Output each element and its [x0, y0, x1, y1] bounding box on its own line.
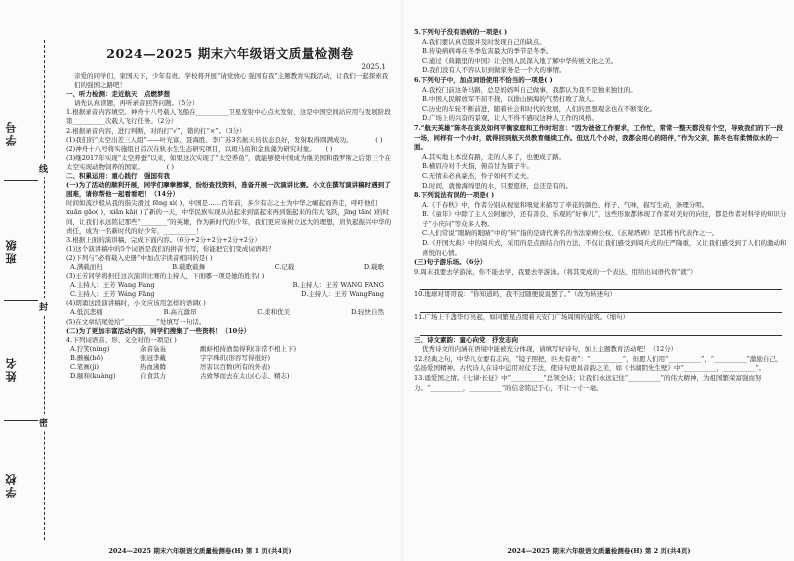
field-school-label: 学校 — [5, 472, 18, 498]
section-heading: (三)句子游乐场。（6分） — [414, 258, 487, 267]
question-text: 1.根据录音内容填空。神舟十八号载人飞船在__________卫星发射中心点火发射，这是中国空间站应用与发展阶段第__________次载人飞行任务。（2分） — [66, 108, 391, 126]
page-footer: 2024—2025 期末六年级语文质量检测卷(H) 第 2 页(共4页) — [507, 547, 691, 555]
question-text: A.其实地上本没有路，走的人多了，也便成了路。 — [422, 152, 566, 161]
question-text: C.无情未必真豪杰，怜子如何不丈夫。 — [422, 171, 533, 180]
question-text: 2.根据录音内容，进行判断，对的打“√”，错的打“×”。（3分） — [66, 126, 246, 135]
seal-char-line: 线 — [39, 160, 48, 177]
answer-line — [4, 180, 38, 181]
question-text: (1)这个演讲稿中的5个词语是我们的拼音书写，你能把它们变成词语吗？ — [66, 244, 275, 253]
word-option-cell: D.颐和(kuàng) — [70, 372, 116, 381]
word-option-cell: A.狞笑(níng) — [70, 344, 110, 353]
section-heading: (二)为了更加丰富活动内容，同学们搜集了一些资料！（10分） — [66, 326, 251, 335]
right-question-body — [414, 28, 788, 393]
option-item: B.主持人：王芳 WANG FANG — [292, 281, 384, 290]
binding-margin — [0, 0, 60, 561]
question-text: 10.地球对哥哥说：“你知道吗，我不过随便说说罢了。”（改为转述句） — [414, 290, 617, 299]
option-item: D.主持人：王芳 WangFang — [301, 290, 384, 299]
question-text: 4.下列词语音、形、义全对的一项是( ) — [66, 335, 177, 344]
word-option-cell: 鹬蚌相持渔翁得利(非常不相上下) — [200, 344, 297, 353]
question-text: B.中国人民解放军不屈不挠，以排山倒海的气势打败了敌人。 — [422, 95, 598, 104]
question-text: 时间如流沙般从我的指尖滑过 fēng xì( )，中国是……百年前，多少有志之士为中华之崛起而奔走，呼吁他们 xuān gāo( )，xiǎn kāi( )了新的一天，中华民族实现从站起来到富起来再到强起来的伟大飞跃，jīng tān( )的时间，让我们永远铭记那些“________”的英雄，作为新时代的少年，我们更应该树立远大的理想，肩负起振兴中华的责任，成为一名新时代的好少年，__________！ — [66, 199, 392, 235]
section-heading: 7.“航天英雄”陈冬在谈及如何平衡家庭和工作时坦言：“因为爸爸工作要求，工作忙，常常一整天都没有个空，导致我们的下一段一场，同样有一个小时，就得回到航天员教育继续工作。但这几个小时，我都会用心的陪伴，”作为父亲，陈冬也有柔情似水的一面。 — [414, 123, 784, 152]
question-text: 亲爱的同学们，家国天下，少年有责。学校将开展“请党放心 强国有我”主题教育实践活动，让我们一起探索我们的强国之路吧！ — [74, 72, 389, 90]
question-text: C.通过《典籍里的中国》让全国人民深入地了解中华传统文化之美。 — [422, 56, 618, 65]
question-text: 13.诵爱国之情。《七律·长征》中“__________”总领全诗；让我们永远记住“__________”的伟大精神，为祖国繁荣富强而努力。“__________，__________”的信念铭记于心，不让一寸一毫。 — [414, 374, 762, 392]
option-item: A.满载而归 — [70, 262, 103, 271]
question-text: (2)神舟十八号将实施组日首次在轨水生生态研究项目，以斑马鱼和金鱼藻为研究对象。 ( ) — [66, 144, 333, 153]
question-text: B.《童年》中除了主人公阿廖沙，还有善良、乐观的“好事儿”，这些形象都体现了作者对美好的向往，都是作者对科学的知识分子“小庆问”等众多人物。 — [422, 210, 787, 228]
option-item: C.主持人：王芳 Wáng Fāng — [70, 290, 155, 299]
section-heading: 5.下列句子没有语病的一项是( ) — [414, 28, 508, 36]
word-option-cell: 余音袅袅 — [140, 344, 166, 353]
question-text: D.时间，就像海绵里的水，只要愿挤，总还是有的。 — [422, 181, 573, 190]
page-footer: 2024—2025 期末六年级语文质量检测卷(H) 第 1 页(共4页) — [108, 547, 292, 555]
question-text: 优秀诗文的内涵在语境中能被充分体现，请填写好诗句，加上主题教育活动吧！（12分） — [422, 345, 678, 354]
question-text: B.横眉冷对千夫指，俯首甘为孺子牛。 — [422, 162, 533, 171]
option-item: B.高亢激昂 — [163, 308, 197, 317]
question-text: C.人们常说“眼睛的眼睛”中的“转”指的是唐代著名的书法家柳公权、《玄秘塔碑》是其楷书代表作之一。 — [422, 229, 719, 238]
exam-date: 2025.1 — [361, 63, 386, 71]
question-text: 12.经典之句，中华儿女要有志向，“镜子照把，匹夫有责”：“__________”，但愿人们用“__________”，“__________”激励自己，弘扬爱国精神。古代诗人在诗中运用对仗手法，使诗句更具音韵之美，如《书湖阴先生壁》中“__________，__________”。 — [414, 354, 783, 373]
question-text: C.历史的车轮不断前进，随着社会和时代的发展，人们的思想观念也在不断变化。 — [422, 104, 657, 113]
exam-title: 2024—2025 期末六年级语文质量检测卷 — [106, 46, 354, 61]
section-heading: 二、积累运用：重心践行 强国有我 — [66, 172, 170, 181]
word-option-cell: 自食其力 — [140, 372, 166, 381]
option-row — [66, 281, 394, 290]
option-item: C.柔和优美 — [257, 308, 291, 317]
section-heading: (一)为了活动的顺利开展，同学们摩拳擦掌，纷纷查找资料，准备开展一次演讲比赛。小文在撰写演讲稿时遇到了困难，请你帮他一起看看吧！（14分） — [66, 181, 391, 199]
word-option-cell: B.颤巍(bō) — [70, 353, 103, 362]
field-student-number-label: 学号 — [5, 120, 18, 146]
option-item: C.记载 — [274, 262, 295, 271]
word-option-row — [66, 363, 394, 372]
seal-char-seal: 封 — [39, 298, 48, 315]
word-option-cell: 热血沸腾 — [140, 363, 166, 371]
word-option-cell: 古致琴而去在太山(心志、精志) — [200, 372, 290, 381]
question-text: D.广场上的兴奋的景观，让人不得不感叹这种人工作的风格。 — [422, 114, 599, 123]
question-text: D.我们没有人不容认识到做家务是一个大的事情。 — [422, 66, 566, 75]
field-class-label: 班级 — [5, 238, 18, 264]
section-heading: 一、听力检测：走近航天 点燃梦想 — [66, 90, 170, 99]
question-text: B.传染病病毒在冬季危害最大的季节是冬季。 — [422, 47, 553, 56]
section-heading: 三、诗文素韵：童心向党 抒发志向 — [414, 335, 518, 344]
option-item: D.载歌 — [363, 262, 384, 271]
word-option-cell: C.笔画(jì) — [70, 363, 99, 371]
question-text: (3)王芳同学将担任这次演讲比赛的主持人，下面哪一项是她的姓名( ) — [66, 272, 265, 281]
question-text: (3)继2017年实现“太空养蚕”以来，如果这次实现了“太空养鱼”，就能够使中国成为继美国和俄罗斯之后第三个在太空实现动物饲养的国家。 ( ) — [66, 153, 392, 171]
question-text: 9.周末我要去学游泳，你不能去学，我要去学游泳。（将其变成的一个表达，用给出词语代替“就”） — [414, 267, 697, 276]
exam-page-2 — [404, 0, 794, 561]
question-text: A.我校门前这条马路，总是妈妈叫自己做事，我都认为我不是独来独往的。 — [422, 85, 637, 94]
question-text: 请先认真读题，再听录音回答问题。（5分） — [74, 99, 199, 108]
option-row — [66, 290, 394, 299]
word-option-cell: 字字珠玑(形容写得很好) — [200, 353, 271, 362]
section-heading: 6.下列句子中，加点词语使用不恰当的一项是( ) — [414, 75, 553, 84]
word-option-row — [66, 354, 394, 363]
question-text: (5)在文章结尾处给“__________”处填写一句话。 — [66, 317, 206, 326]
option-item: D.轻快自然 — [350, 308, 384, 317]
question-text: A.《千春秋》中，作者分别从视觉和嗅觉来描写了牵花的颜色、样子、气味，描写生动，条理分明。 — [422, 200, 709, 209]
question-text: 3.根据上面的演讲稿，完成下面内容。（6分+2分+2分+2分+2分） — [66, 235, 261, 244]
seal-line — [44, 40, 45, 540]
word-option-row — [66, 372, 394, 381]
question-text: (2)下列与“必将载入史册”中加点字读音相同的是( ) — [66, 253, 213, 262]
word-option-cell: 厉害以百数(所有的外表) — [200, 363, 271, 371]
question-text: D.《开国大典》中的阅兵式，采用的是点面结合的方法，不仅让我们感受到阅兵式的庄严隆重，又让我们感受到了人们的激动和喜悦的心情。 — [422, 239, 787, 257]
answer-line — [4, 300, 38, 301]
word-option-cell: 张冠李戴 — [140, 353, 166, 362]
field-name-label: 姓名 — [5, 356, 18, 382]
option-row — [66, 308, 394, 317]
option-row — [66, 263, 394, 272]
question-text: A.我们要认真克服并及时发现自己的缺点。 — [422, 37, 546, 46]
answer-line[interactable] — [420, 323, 782, 336]
seal-char-secret: 密 — [39, 414, 48, 431]
question-text: (1)我们的“太空出差三人组”——叶光富、聂海胜、李广苏3名航天员状态良好，发射取得圆满成功。 ( ) — [66, 135, 383, 144]
left-question-body — [66, 72, 394, 381]
option-item: B.载歌载舞 — [172, 262, 206, 271]
question-text: 11.广场上千盏华灯亮起，如同繁星点缀着天安门广场周围的建筑。（缩句） — [414, 313, 630, 322]
left-column — [66, 0, 394, 381]
answer-line[interactable] — [420, 277, 782, 290]
right-column — [414, 0, 788, 393]
option-item: A.低沉悲痛 — [70, 308, 103, 317]
word-option-row — [66, 345, 394, 354]
question-text: (4)朗诵这段演讲稿时，小文应该用怎样的语调( ) — [66, 299, 206, 308]
answer-line — [4, 420, 38, 421]
option-item: A.主持人：王芳 Wang Fang — [70, 281, 155, 290]
section-heading: 8.下列说法有误的一项是( ) — [414, 191, 495, 200]
answer-line[interactable] — [420, 300, 782, 313]
